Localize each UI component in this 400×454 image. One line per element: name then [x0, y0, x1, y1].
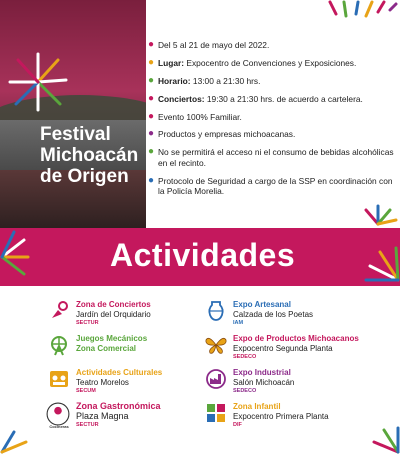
detail-item: ● Protocolo de Seguridad a cargo de la SSP en coordinación con la Policía Morelia.	[148, 174, 393, 197]
activity-item-rides	[48, 334, 228, 366]
butterfly-icon	[205, 334, 227, 356]
activities-banner	[0, 228, 400, 286]
activities-title: Actividades	[110, 237, 296, 273]
activity-item-crafts	[205, 300, 385, 332]
event-details-list	[148, 40, 398, 204]
festival-title: Festival Michoacán de Origen	[40, 124, 139, 187]
bullet-dot-icon: ●	[148, 128, 155, 140]
activity-name: Expo Artesanal	[233, 300, 291, 309]
banner-left-burst-icon	[0, 228, 30, 286]
activity-item-products	[205, 334, 385, 366]
detail-item: ● Productos y empresas michoacanas.	[148, 128, 296, 140]
culture-icon	[48, 368, 70, 390]
activity-name: Expo Industrial	[233, 368, 291, 377]
activity-item-industry	[205, 368, 385, 400]
bullet-dot-icon: ●	[148, 92, 155, 104]
detail-item: ● No se permitirá el acceso ni el consumo de bebidas alcohólicas en el recinto.	[148, 146, 394, 168]
activity-org: SEDECO	[233, 388, 257, 394]
banner-right-burst-icon	[350, 244, 400, 284]
activity-org: SECTUR	[76, 320, 99, 326]
activity-org: SECUM	[76, 388, 96, 394]
activity-item-kids	[205, 402, 385, 434]
detail-item: ● Del 5 al 21 de mayo del 2022.	[148, 39, 270, 50]
pottery-icon	[205, 300, 227, 322]
bottom-left-burst-icon	[0, 428, 30, 454]
hero-photo	[0, 0, 146, 228]
puzzle-icon	[205, 402, 227, 424]
bullet-dot-icon: ●	[148, 56, 155, 68]
detail-item: ● Conciertos: 19:30 a 21:30 hrs. de acuerdo a cartelera.	[148, 92, 363, 104]
bullet-dot-icon: ●	[148, 146, 155, 158]
activity-name: Zona de Conciertos	[76, 300, 151, 309]
activity-org: IAM	[233, 320, 244, 326]
activity-org: DIF	[233, 422, 242, 428]
activity-place: Teatro Morelos	[76, 377, 129, 387]
logo-label: Cocineras	[49, 424, 69, 429]
activity-place: Salón Michoacán	[233, 377, 295, 387]
cocineras-logo-icon	[46, 402, 70, 426]
activity-place: Calzada de los Poetas	[233, 309, 314, 319]
activity-name: Expo de Productos Michoacanos	[233, 334, 359, 343]
activity-name: Zona Infantil	[233, 402, 281, 411]
activity-place: Zona Comercial	[76, 343, 137, 353]
bullet-dot-icon: ●	[148, 39, 155, 50]
detail-item: ● Horario: 13:00 a 21:30 hrs.	[148, 74, 261, 86]
activity-item-concerts	[48, 300, 228, 332]
activity-name: Juegos Mecánicos	[76, 334, 148, 343]
activity-name: Zona Gastronómica	[76, 401, 161, 411]
detail-item: ● Evento 100% Familiar.	[148, 110, 242, 122]
industry-icon	[205, 368, 227, 390]
activity-org: SECTUR	[76, 422, 99, 428]
top-right-burst-icon	[320, 0, 400, 22]
ferris-wheel-icon	[48, 334, 70, 356]
detail-item: ● Lugar: Expocentro de Convenciones y Exposiciones.	[148, 56, 357, 68]
mid-right-burst-icon	[358, 204, 398, 226]
activity-name: Actividades Culturales	[76, 368, 163, 377]
activity-item-gastronomy	[48, 402, 228, 434]
firework-burst-icon	[6, 50, 70, 114]
activity-place: Expocentro Segunda Planta	[233, 343, 333, 353]
activity-place: Plaza Magna	[76, 410, 129, 421]
concert-icon	[48, 300, 70, 322]
activity-org: SEDECO	[233, 354, 257, 360]
bullet-dot-icon: ●	[148, 74, 155, 86]
activity-place: Expocentro Primera Planta	[233, 411, 329, 421]
bullet-dot-icon: ●	[148, 110, 155, 122]
activity-item-culture	[48, 368, 228, 400]
activity-place: Jardín del Orquidario	[76, 309, 151, 319]
bullet-dot-icon: ●	[148, 174, 155, 186]
bottom-right-burst-icon	[364, 424, 400, 454]
